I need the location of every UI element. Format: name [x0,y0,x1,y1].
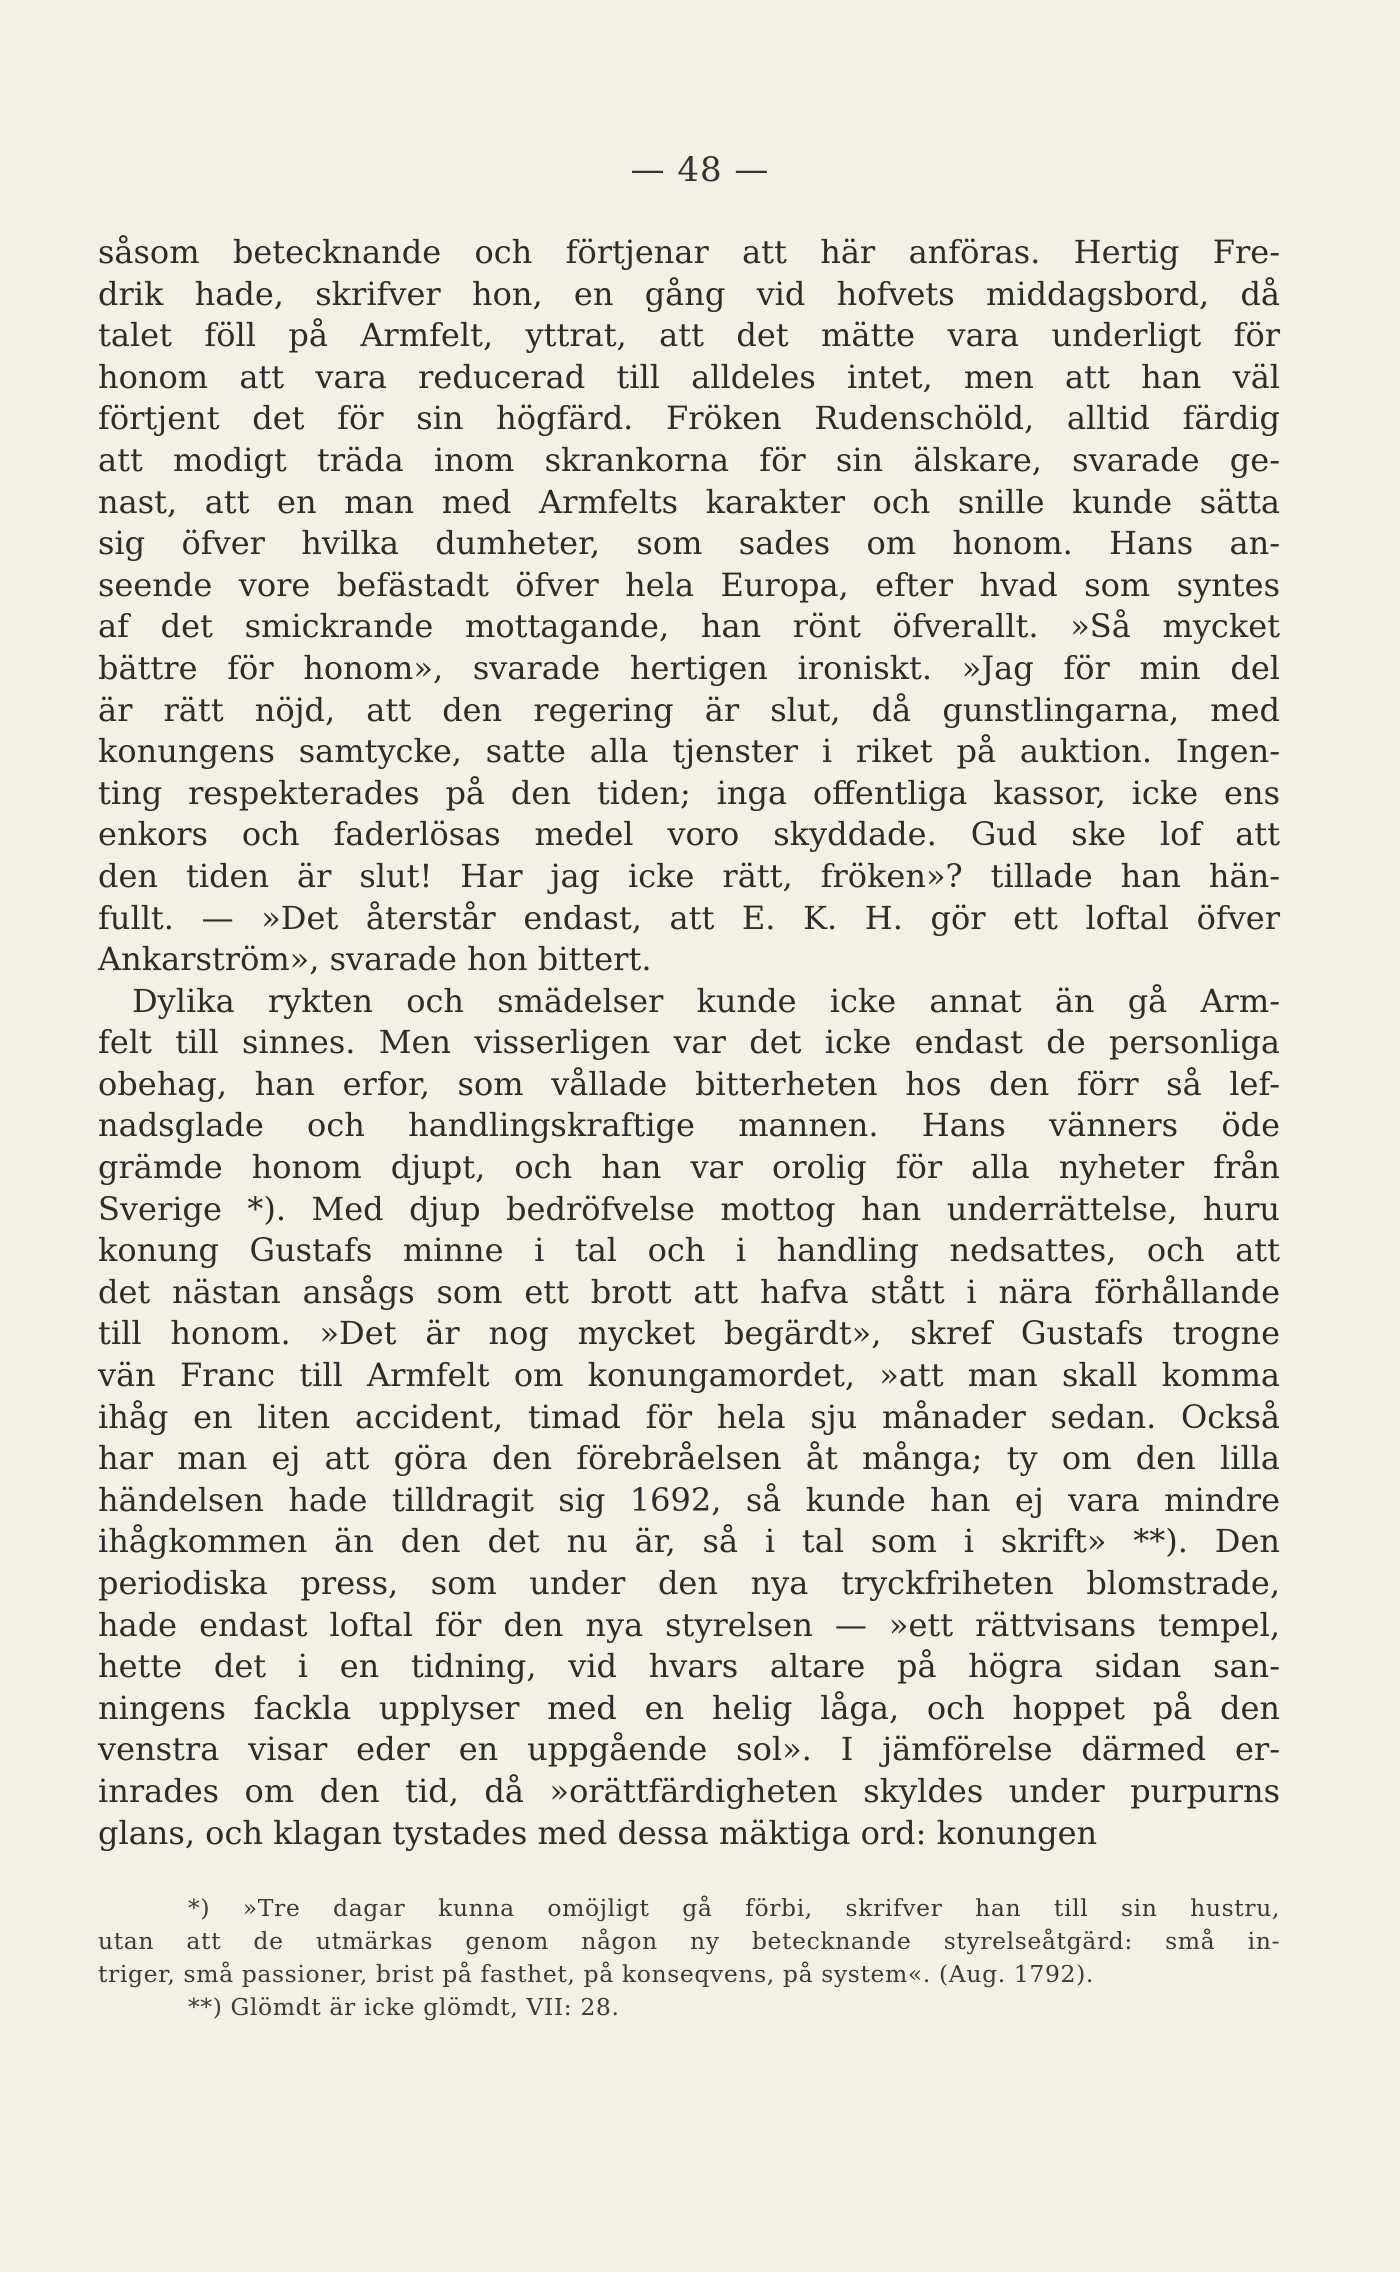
text-line: drik hade, skrifver hon, en gång vid hofvets middagsbord, då [98,274,1280,313]
text-line: fullt. — »Det återstår endast, att E. K. H. gör ett loftal öfver [98,898,1280,937]
text-line: ningens fackla upplyser med en helig låga, och hoppet på den [98,1688,1280,1727]
text-line: sig öfver hvilka dumheter, som sades om honom. Hans an- [98,524,1280,563]
footnote-line: triger, små passioner, brist på fasthet, på konseqvens, på system«. (Aug. 1792). [98,1960,1094,1988]
footnote-line: *) »Tre dagar kunna omöjligt gå förbi, skrifver han till sin hustru, [188,1894,1280,1922]
text-line: nadsglade och handlingskraftige mannen. Hans vänners öde [98,1106,1280,1145]
text-line: honom att vara reducerad till alldeles intet, men att han väl [98,357,1280,396]
text-line: hade endast loftal för den nya styrelsen — »ett rättvisans tempel, [98,1605,1280,1644]
text-line: glans, och klagan tystades med dessa mäktiga ord: konungen [98,1813,1098,1852]
text-line: Dylika rykten och smädelser kunde icke annat än gå Arm- [132,981,1280,1020]
text-line: konungens samtycke, satte alla tjenster i riket på auktion. Ingen- [98,732,1280,771]
text-line: ting respekterades på den tiden; inga offentliga kassor, icke ens [98,773,1280,812]
text-line: obehag, han erfor, som vållade bitterheten hos den förr så lef- [98,1064,1280,1103]
text-line: att modigt träda inom skrankorna för sin älskare, svarade ge- [98,440,1280,479]
text-line: vän Franc till Armfelt om konungamordet, »att man skall komma [98,1356,1280,1395]
text-line: venstra visar eder en uppgående sol». I jämförelse därmed er- [98,1730,1280,1769]
footnote-line: utan att de utmärkas genom någon ny betecknande styrelseåtgärd: små in- [98,1927,1280,1955]
text-line: nast, att en man med Armfelts karakter och snille kunde sätta [98,482,1280,521]
text-line: konung Gustafs minne i tal och i handling nedsattes, och att [98,1231,1280,1270]
text-line: enkors och faderlösas medel voro skyddade. Gud ske lof att [98,815,1280,854]
text-line: seende vore befästadt öfver hela Europa, efter hvad som syntes [98,565,1280,604]
text-line: inrades om den tid, då »orättfärdigheten skyldes under purpurns [98,1771,1280,1810]
text-line: såsom betecknande och förtjenar att här anföras. Hertig Fre- [98,233,1280,271]
text-line: Ankarström», svarade hon bittert. [98,940,652,979]
text-line: händelsen hade tilldragit sig 1692, så kunde han ej vara mindre [98,1480,1280,1519]
text-line: periodiska press, som under den nya tryckfriheten blomstrade, [98,1564,1280,1602]
text-line: den tiden är slut! Har jag icke rätt, fröken»? tillade han hän- [98,856,1280,895]
text-line: hette det i en tidning, vid hvars altare på högra sidan san- [98,1647,1280,1686]
footnotes [98,1892,1280,2024]
text-line: bättre för honom», svarade hertigen ironiskt. »Jag för min del [98,648,1280,687]
text-line: förtjent det för sin högfärd. Fröken Rudenschöld, alltid färdig [98,399,1280,438]
text-line: har man ej att göra den förebråelsen åt många; ty om den lilla [98,1439,1280,1478]
footnote-line: **) Glömdt är icke glömdt, VII: 28. [188,1993,620,2021]
text-line: det nästan ansågs som ett brott att hafva stått i nära förhållande [98,1272,1280,1311]
text-line: är rätt nöjd, att den regering är slut, då gunstlingarna, med [98,690,1280,729]
text-line: ihåg en liten accident, timad för hela sju månader sedan. Också [98,1397,1280,1436]
page-number: — 48 — [630,150,770,190]
text-line: talet föll på Armfelt, yttrat, att det mätte vara underligt för [98,316,1280,355]
text-line: af det smickrande mottagande, han rönt öfverallt. »Så mycket [98,607,1280,646]
body-text [98,232,1280,1854]
text-line: ihågkommen än den det nu är, så i tal som i skrift» **). Den [98,1522,1280,1561]
text-line: till honom. »Det är nog mycket begärdt», skref Gustafs trogne [98,1314,1280,1353]
text-line: felt till sinnes. Men visserligen var det icke endast de personliga [98,1023,1280,1062]
text-line: grämde honom djupt, och han var orolig för alla nyheter från [98,1148,1280,1187]
text-line: Sverige *). Med djup bedröfvelse mottog han underrättelse, huru [98,1189,1280,1228]
